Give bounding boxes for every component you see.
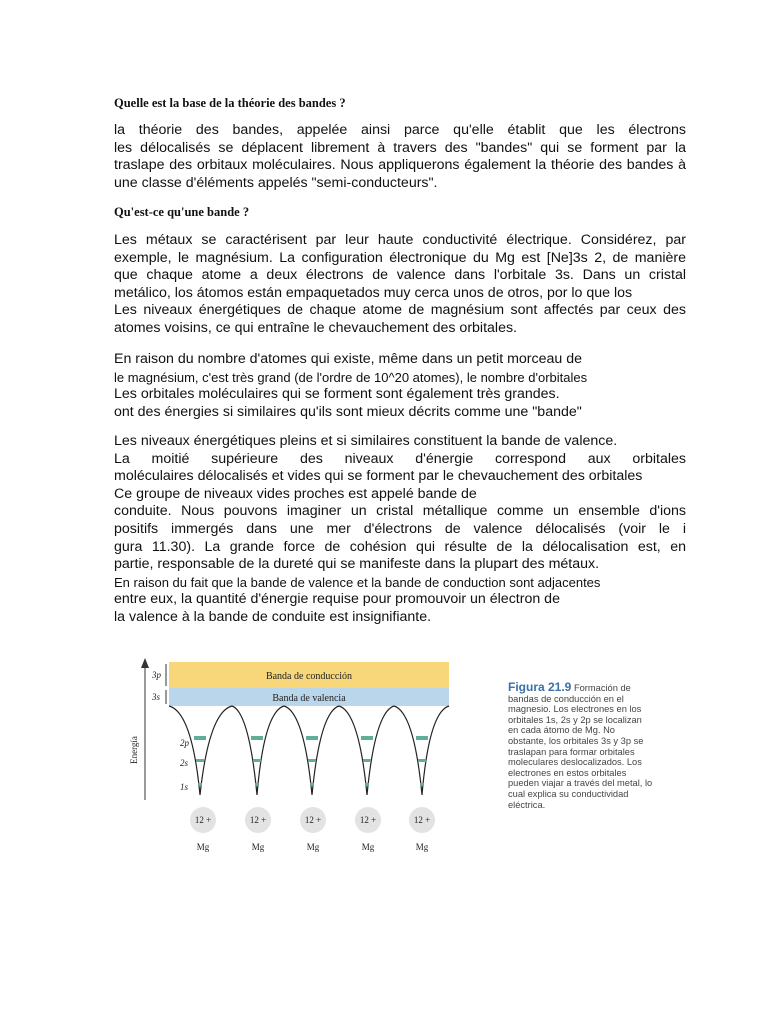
energy-axis-label: Energía	[129, 736, 139, 764]
caption-line: traslapan para formar orbitales	[508, 746, 635, 757]
caption-line: en cada átomo de Mg. No	[508, 725, 615, 736]
text-line: Les niveaux énergétiques de chaque atome de magnésium sont affectés par ceux des	[114, 302, 686, 319]
text-line: En raison du fait que la bande de valence et la bande de conduction sont adjacentes	[114, 574, 601, 590]
caption-line: magnesio. Los electrones en los	[508, 704, 642, 715]
mg-ion	[300, 807, 326, 852]
atom-label: Mg	[361, 842, 375, 852]
atom-label: Mg	[196, 842, 210, 852]
text-line: conduite. Nous pouvons imaginer un cristal métallique comme un ensemble d'ions	[114, 503, 686, 520]
potential-well	[339, 706, 394, 795]
caption-line: cual explica su conductividad	[508, 788, 629, 799]
text-line: la valence à la bande de conduite est insignifiante.	[114, 608, 432, 625]
text-line: ont des énergies si similaires qu'ils sont mieux décrits comme une "bande"	[114, 403, 582, 420]
paragraph-band-theory-intro	[114, 122, 686, 192]
ion-charge: 12 +	[304, 815, 322, 825]
paragraph-metals-conductivity	[114, 232, 686, 338]
ion-charge: 12 +	[359, 815, 377, 825]
level-1s	[365, 783, 369, 786]
level-label-2s: 2s	[180, 758, 189, 768]
ion-charge: 12 +	[194, 815, 212, 825]
level-2p	[194, 736, 206, 740]
level-2s	[308, 759, 316, 762]
mg-ion	[245, 807, 271, 852]
level-2p	[251, 736, 263, 740]
potential-well	[169, 706, 232, 795]
caption-line: electrones en estos orbitales	[508, 767, 627, 778]
caption-text: Formación de	[573, 683, 631, 693]
level-1s	[255, 783, 259, 786]
level-1s	[198, 783, 202, 786]
level-2p	[361, 736, 373, 740]
level-2s	[253, 759, 261, 762]
text-line: exemple, le magnésium. La configuration électronique du Mg est [Ne]3s 2, de manière	[114, 249, 686, 266]
text-line: entre eux, la quantité d'énergie requise pour promouvoir un électron de	[114, 591, 560, 608]
figure-caption	[508, 682, 678, 810]
text-line: partie, responsable de la dureté qui se manifeste dans la plupart des métaux.	[114, 556, 600, 573]
caption-line: pueden viajar a través del metal, lo	[508, 778, 653, 789]
mg-ion	[355, 807, 381, 852]
level-2s	[196, 759, 204, 762]
valence-band-label: Banda de valencia	[272, 693, 346, 704]
text-line: que chaque atome a deux électrons de valence dans l'orbitale 3s. Dans un cristal	[114, 267, 686, 284]
text-line: la théorie des bandes, appelée ainsi parce qu'elle établit que les électrons	[114, 122, 686, 138]
text-line: le magnésium, c'est très grand (de l'ordre de 10^20 atomes), le nombre d'orbitales	[114, 369, 588, 385]
mg-ion	[190, 807, 216, 852]
text-line: La moitié supérieure des niveaux d'énergie correspond aux orbitales	[114, 450, 686, 467]
mg-ion	[409, 807, 435, 852]
heading-what-is-band: Qu'est-ce qu'une bande ?	[114, 205, 250, 219]
text-line: En raison du nombre d'atomes qui existe, même dans un petit morceau de	[114, 351, 583, 367]
caption-line: obstante, los orbitales 3s y 3p se	[508, 735, 644, 746]
energy-axis-arrow	[141, 658, 149, 668]
text-line: Ce groupe de niveaux vides proches est appelé bande de	[114, 485, 477, 502]
ion-charge: 12 +	[249, 815, 267, 825]
heading-band-theory-basis: Quelle est la base de la théorie des bandes ?	[114, 96, 346, 110]
text-line: Les orbitales moléculaires qui se forment sont également très grandes.	[114, 386, 560, 403]
text-line: positifs immergés dans une mer d'électrons de valence délocalisés (voir le i	[114, 520, 686, 537]
caption-title: Figura 21.9	[508, 680, 572, 694]
text-line: metálico, los átomos están empaquetados muy cerca unos de otros, por lo que los	[114, 284, 633, 301]
caption-line: moleculares deslocalizados. Los	[508, 757, 642, 768]
text-line: atomes voisins, ce qui entraîne le chevauchement des orbitales.	[114, 319, 517, 336]
conduction-band-label: Banda de conducción	[265, 671, 353, 682]
level-1s	[310, 783, 314, 786]
caption-first-line	[508, 682, 678, 694]
discrete-levels	[194, 736, 428, 786]
level-label-1s: 1s	[180, 782, 189, 792]
text-line: gura 11.30). La grande force de cohésion qui résulte de la délocalisation est, en	[114, 538, 686, 555]
atom-label: Mg	[251, 842, 265, 852]
level-1s	[420, 783, 424, 786]
caption-line: eléctrica.	[508, 799, 546, 810]
potential-well	[394, 706, 449, 795]
level-2s	[418, 759, 426, 762]
paragraph-number-of-atoms	[114, 351, 686, 421]
text-line: Les métaux se caractérisent par leur haute conductivité électrique. Considérez, par	[114, 232, 686, 248]
caption-line: bandas de conducción en el	[508, 693, 624, 704]
level-label-3p: 3p	[152, 670, 161, 680]
potential-well	[284, 706, 339, 795]
atom-label: Mg	[415, 842, 429, 852]
paragraph-valence-band	[114, 433, 686, 627]
text-line: les délocalisés se déplacent librement à travers des "bandes" qui se forment par la	[114, 139, 686, 156]
atom-label: Mg	[306, 842, 320, 852]
text-line: moléculaires délocalisés et vides qui se forment par le chevauchement des orbitales	[114, 468, 643, 485]
ion-charge: 12 +	[413, 815, 431, 825]
level-label-3s: 3s	[152, 692, 161, 702]
text-line: Les niveaux énergétiques pleins et si similaires constituent la bande de valence.	[114, 433, 618, 449]
caption-line: orbitales 1s, 2s y 2p se localizan	[508, 714, 642, 725]
potential-well	[232, 706, 284, 795]
level-2s	[363, 759, 371, 762]
level-2p	[306, 736, 318, 740]
text-line: une classe d'éléments appelés "semi-conducteurs".	[114, 174, 438, 191]
level-2p	[416, 736, 428, 740]
level-label-2p: 2p	[180, 738, 189, 748]
text-line: traslape des orbitaux moléculaires. Nous appliquerons également la théorie des bandes à	[114, 157, 686, 174]
potential-wells	[169, 706, 449, 795]
